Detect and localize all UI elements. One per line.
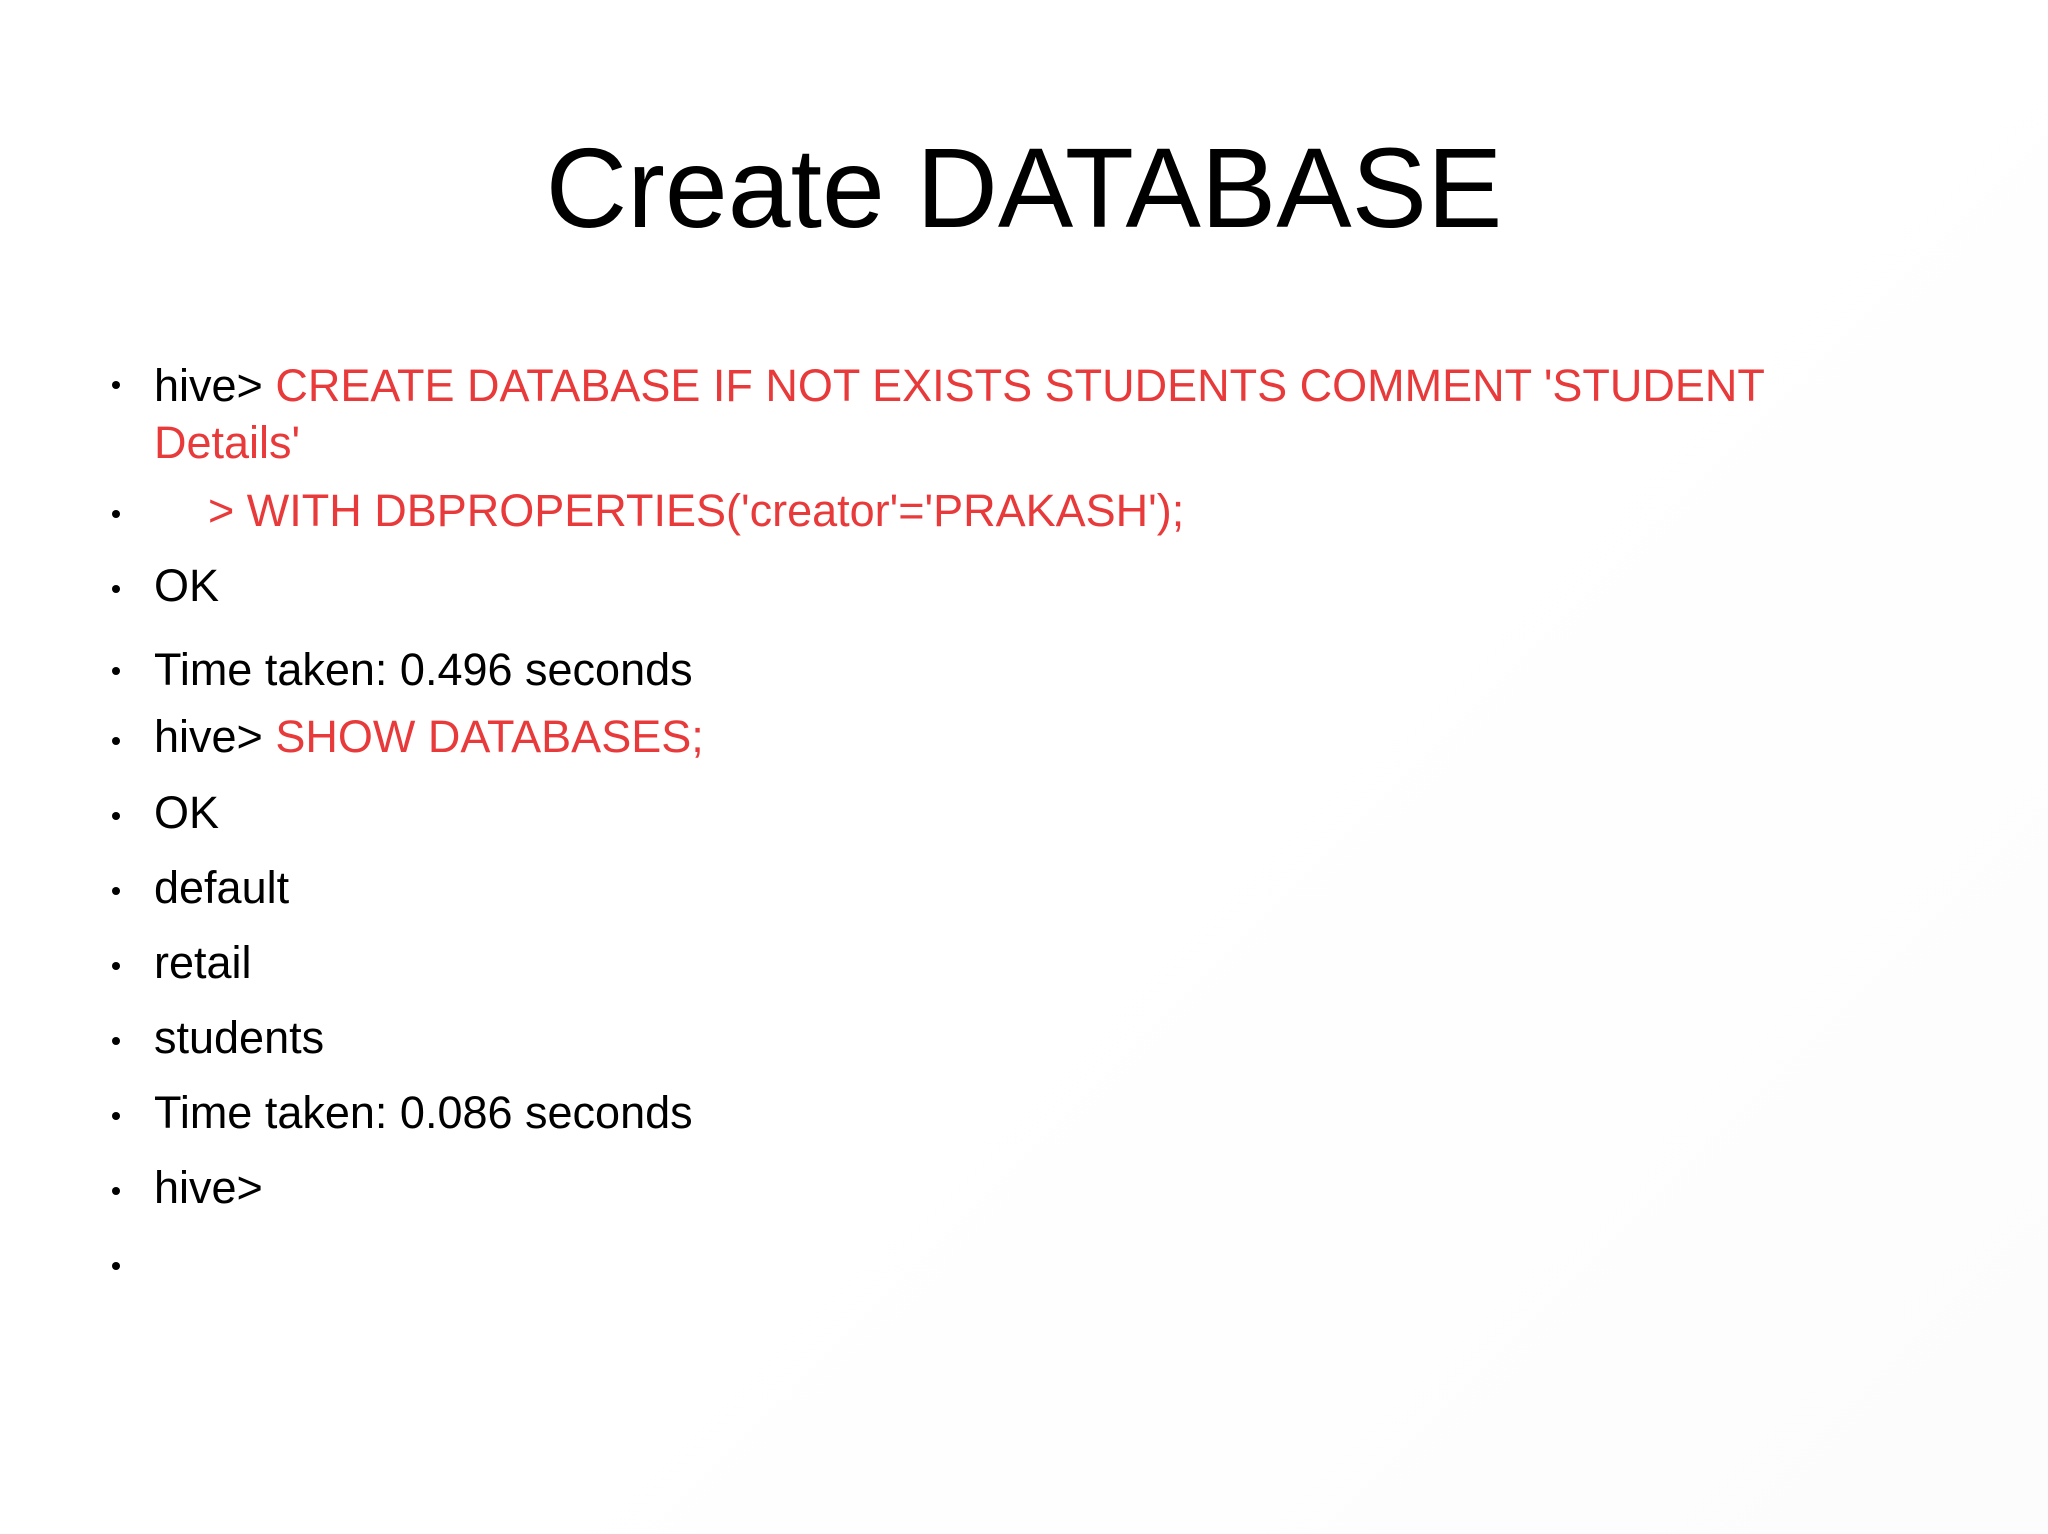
list-item: students	[154, 1012, 325, 1063]
bullet-icon	[108, 1166, 124, 1216]
hive-command: SHOW DATABASES;	[275, 711, 704, 762]
hive-prompt: hive>	[154, 360, 276, 411]
list-item: Time taken: 0.496 seconds	[154, 644, 693, 695]
hive-prompt: hive>	[154, 711, 276, 762]
list-item	[154, 482, 1184, 539]
list-item: retail	[154, 937, 252, 988]
bullet-icon	[108, 716, 124, 766]
bullet-icon	[108, 866, 124, 916]
bullet-icon	[108, 791, 124, 841]
bullet-icon	[108, 360, 124, 410]
slide-title: Create DATABASE	[545, 125, 1503, 251]
list-item: hive>	[154, 1162, 263, 1213]
bullet-icon	[108, 1241, 124, 1291]
bullet-icon	[108, 489, 124, 539]
list-item	[154, 708, 704, 765]
bullet-icon	[108, 1091, 124, 1141]
bullet-icon	[108, 1016, 124, 1066]
list-item	[154, 357, 1765, 414]
bullet-icon	[108, 646, 124, 696]
list-item: OK	[154, 787, 220, 838]
hive-command: CREATE DATABASE IF NOT EXISTS STUDENTS COMMENT 'STUDENT	[275, 360, 1765, 411]
bullet-icon	[108, 564, 124, 614]
list-item-continuation	[154, 414, 300, 471]
list-item: default	[154, 862, 290, 913]
list-item: Time taken: 0.086 seconds	[154, 1087, 693, 1138]
hive-command: Details'	[154, 417, 301, 468]
hive-command: > WITH DBPROPERTIES('creator'='PRAKASH');	[208, 485, 1185, 536]
bullet-icon	[108, 941, 124, 991]
list-item: OK	[154, 560, 220, 611]
